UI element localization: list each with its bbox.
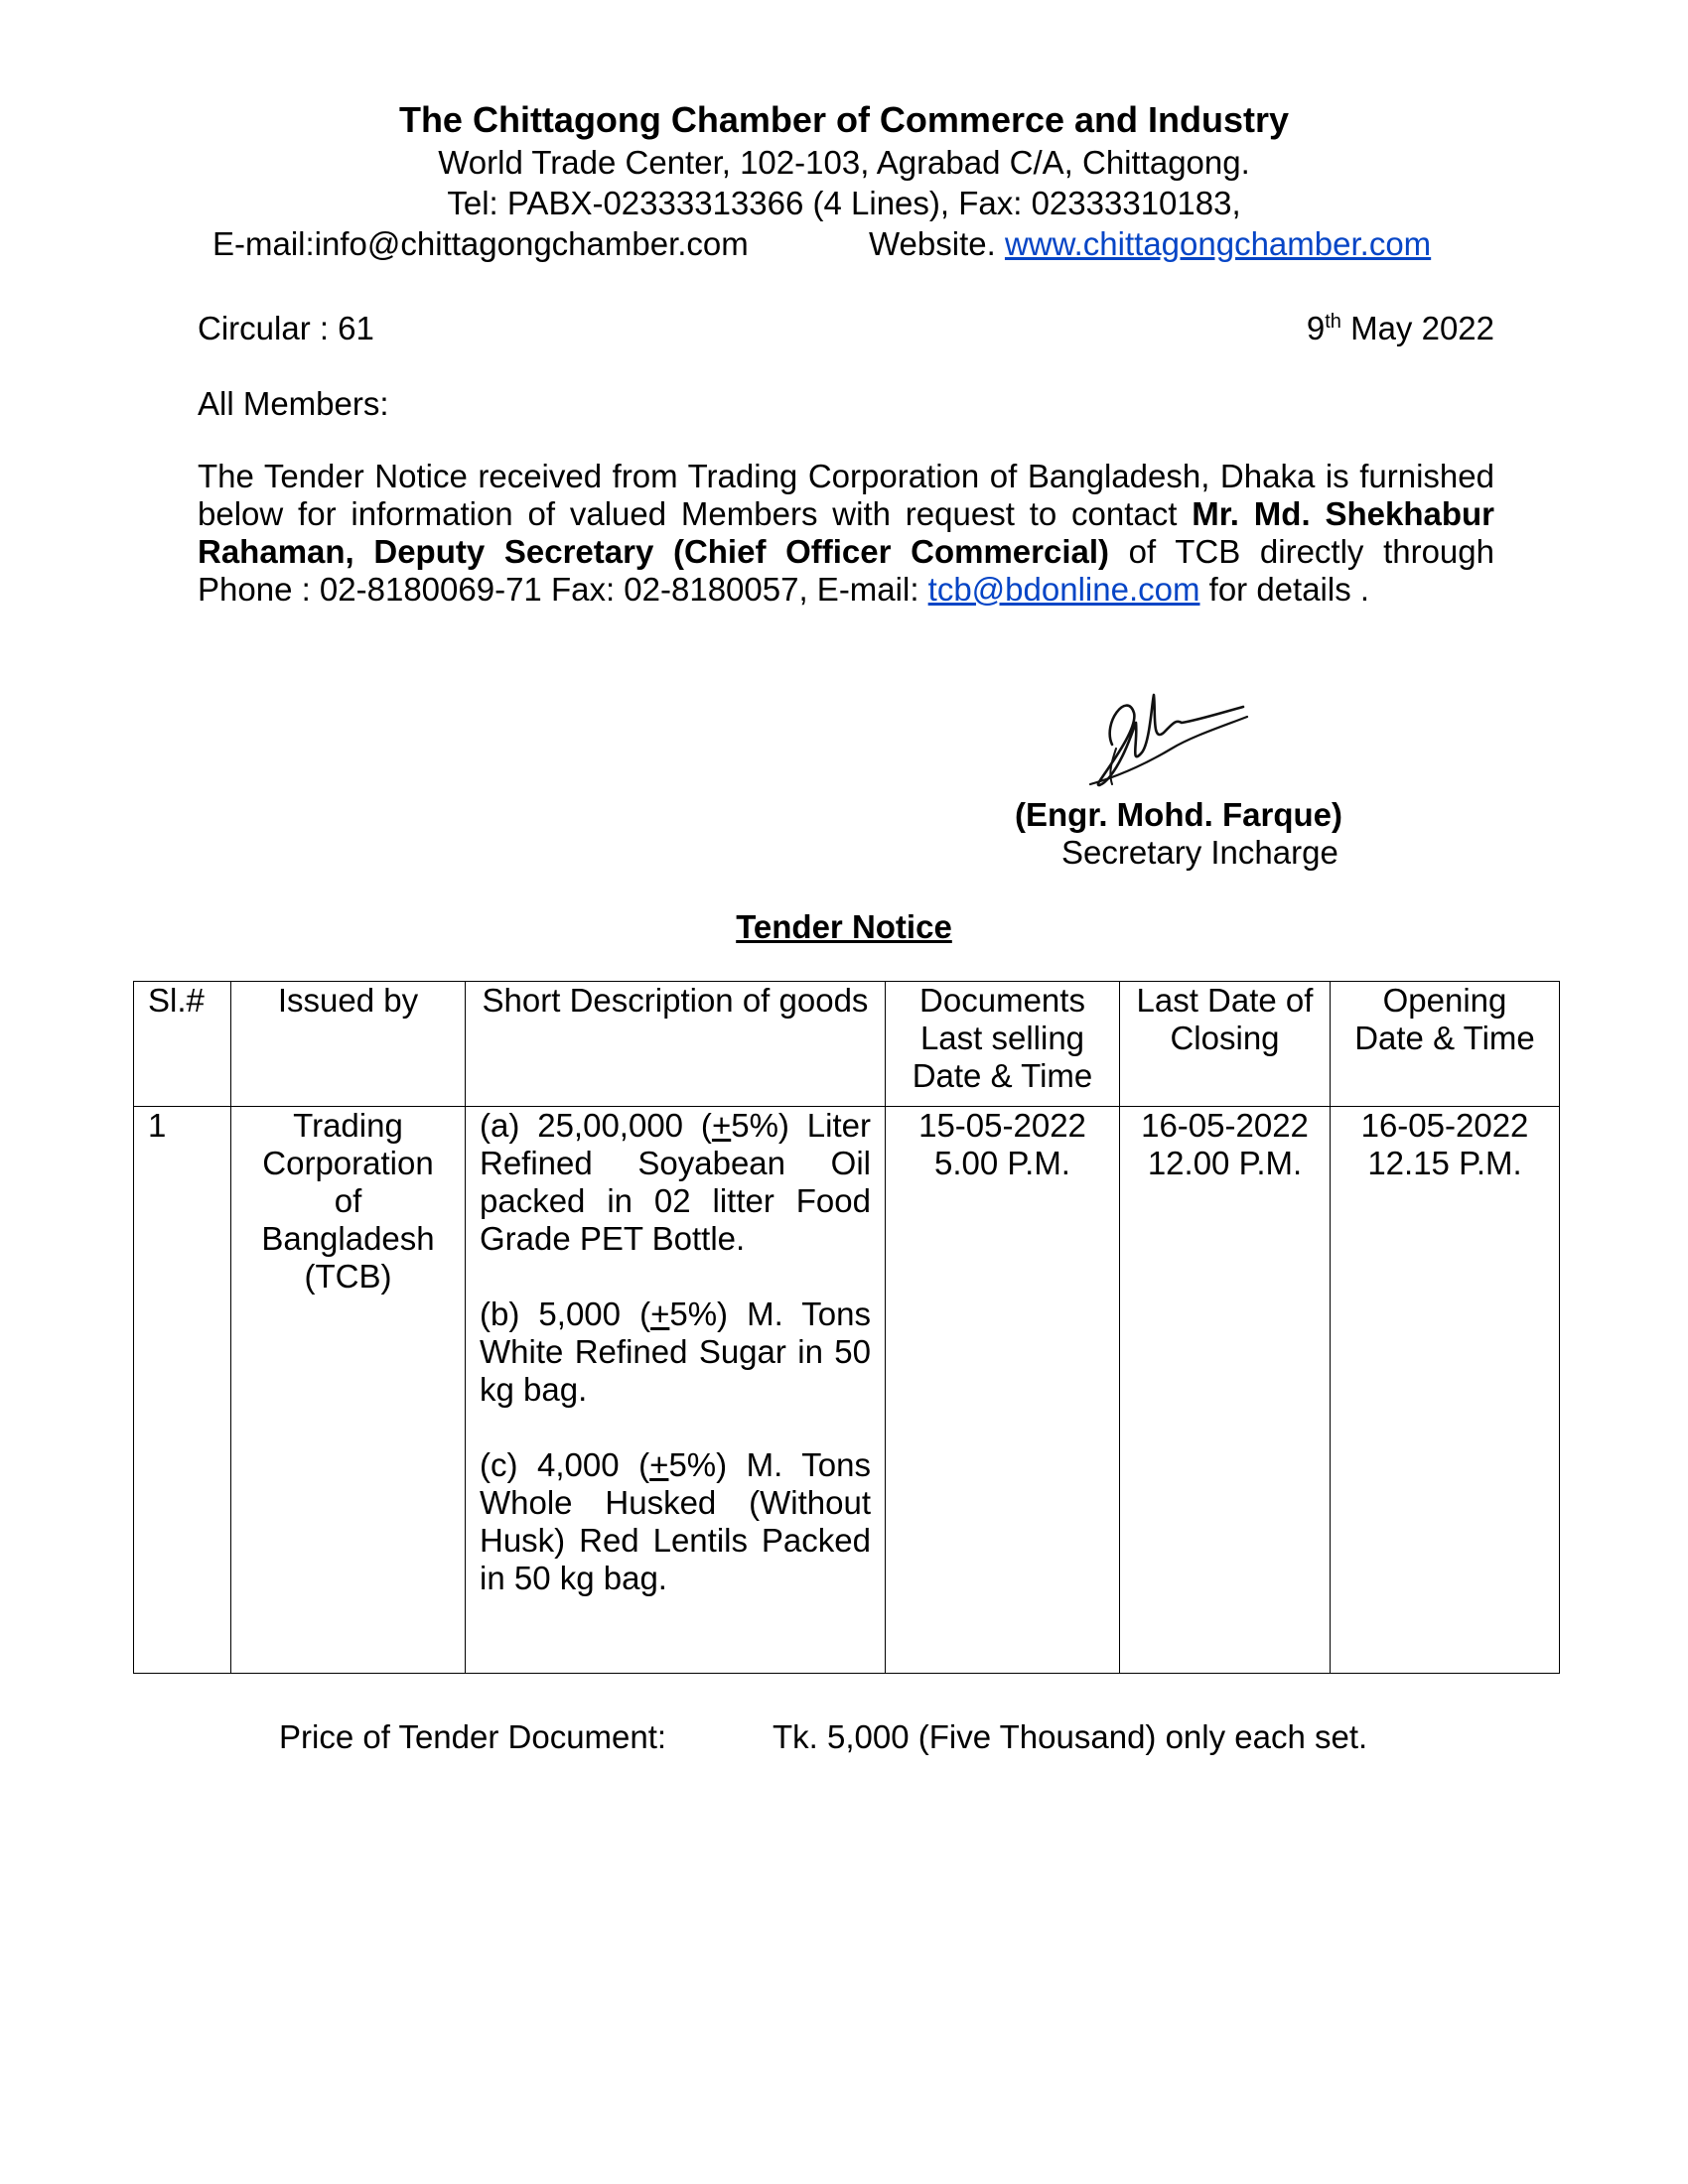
item-a: (a) 25,00,000 (+5%) Liter Refined Soyabean Oil packed in 02 litter Food Grade PET Bottle. [480,1107,871,1257]
tender-notice-title: Tender Notice [736,908,952,945]
cell-description [466,1107,886,1674]
header-issued-by: Issued by [231,982,466,1107]
signatory-name: (Engr. Mohd. Farque) [1015,796,1342,833]
cell-closing-date: 16-05-2022 12.00 P.M. [1120,1107,1331,1674]
header-opening: Opening Date & Time [1331,982,1560,1107]
cell-issued-by: Trading Corporation of Bangladesh (TCB) [231,1107,466,1674]
price-label: Price of Tender Document: [279,1718,667,1755]
body-part-3: for details . [1199,571,1370,608]
body-paragraph [198,458,1494,609]
cell-opening-date: 16-05-2022 12.15 P.M. [1331,1107,1560,1674]
table-header-row [134,982,1560,1107]
org-phone-line: Tel: PABX-02333313366 (4 Lines), Fax: 02333310183, [447,185,1241,221]
contact-person: Mr. Md. Shekhabur Rahaman, Deputy Secretary (Chief Officer Commercial) [198,495,1495,570]
date-suffix: th [1325,311,1341,333]
org-address: World Trade Center, 102-103, Agrabad C/A, Chittagong. [438,144,1250,181]
circular-number: Circular : 61 [198,310,374,346]
body-part-1: The Tender Notice received from Trading Corporation of Bangladesh, Dhaka is furnished below for information of valued Members with request to contact [198,458,1494,532]
org-email: E-mail:info@chittagongchamber.com [212,225,749,262]
tender-table [133,981,1560,1674]
org-website [869,225,1431,263]
cell-sl: 1 [134,1107,231,1674]
org-name: The Chittagong Chamber of Commerce and Industry [398,99,1290,140]
cell-documents-date: 15-05-2022 5.00 P.M. [886,1107,1120,1674]
date-rest: May 2022 [1340,310,1494,346]
signatory-title: Secretary Incharge [1061,834,1338,871]
website-label: Website. [869,225,1005,262]
date-day: 9 [1306,310,1326,346]
header-sl: Sl.# [134,982,231,1107]
body-part-2: of TCB directly through Phone : 02-8180069-71 Fax: 02-8180057, E-mail: [198,533,1494,608]
header-documents: Documents Last selling Date & Time [886,982,1120,1107]
table-row [134,1107,1560,1674]
website-link[interactable]: www.chittagongchamber.com [1004,225,1432,262]
signature-image [1072,683,1251,797]
circular-date [1307,310,1494,347]
header-closing: Last Date of Closing [1120,982,1331,1107]
tcb-email-link[interactable]: tcb@bdonline.com [927,571,1200,608]
item-c: (c) 4,000 (+5%) M. Tons Whole Husked (Without Husk) Red Lentils Packed in 50 kg bag. [480,1446,871,1596]
item-b: (b) 5,000 (+5%) M. Tons White Refined Sugar in 50 kg bag. [480,1296,871,1408]
salutation: All Members: [198,385,389,422]
header-description: Short Description of goods [466,982,886,1107]
price-value: Tk. 5,000 (Five Thousand) only each set. [773,1718,1368,1755]
